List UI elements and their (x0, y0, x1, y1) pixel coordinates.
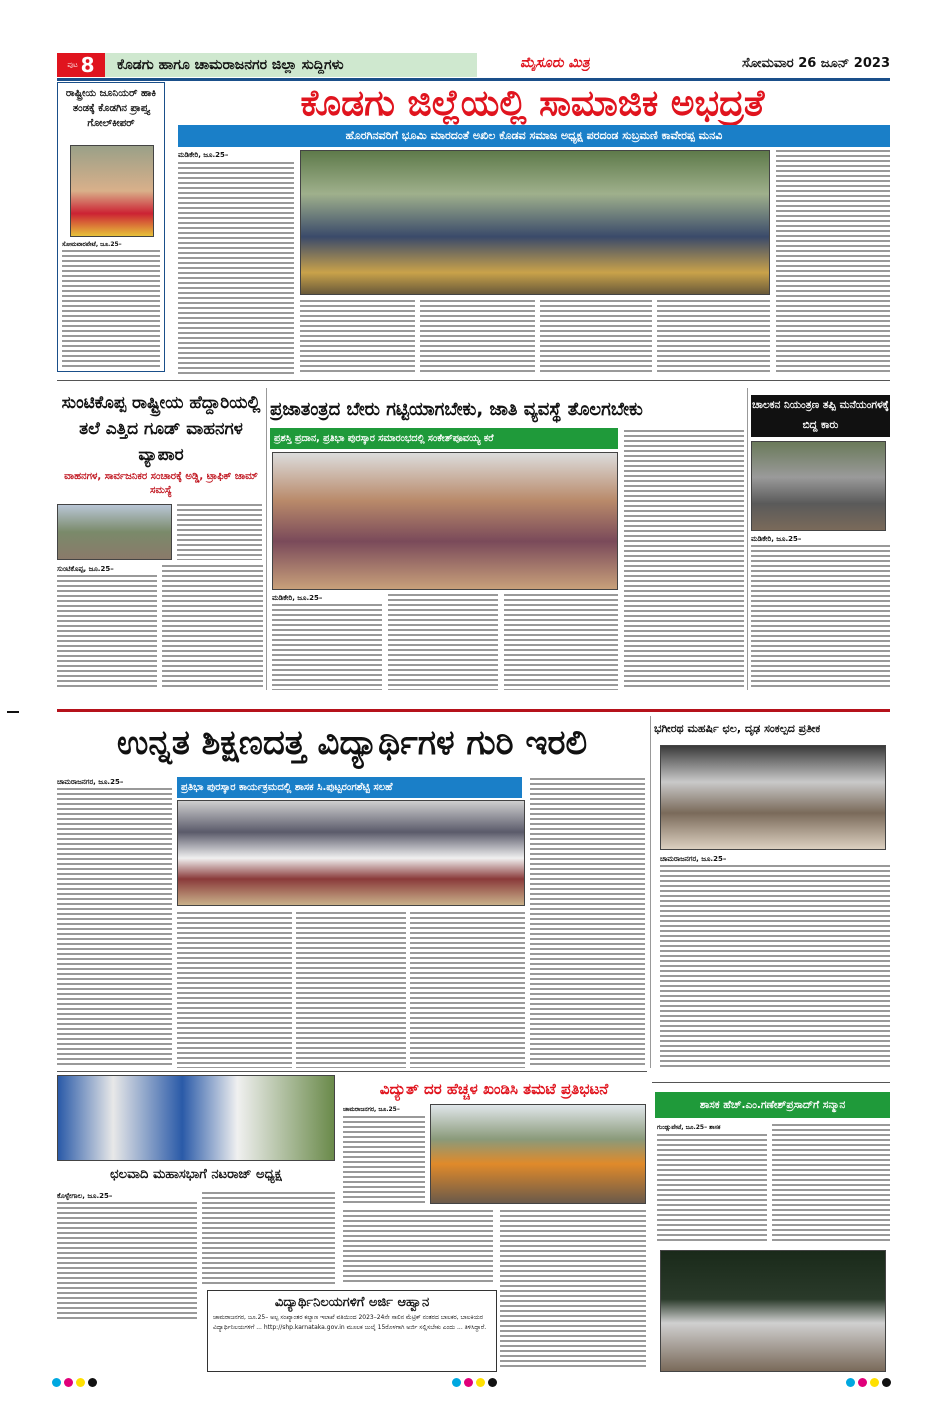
margin-mark (7, 711, 19, 713)
democracy-body-col4 (624, 430, 744, 690)
chalavadi-headline: ಛಲವಾದಿ ಮಹಾಸಭಾಗೆ ನಟರಾಜ್ ಅಧ್ಯಕ್ಷ (110, 1167, 282, 1182)
bhagiratha-jayanti-photo (660, 745, 886, 850)
registration-dot-black (882, 1378, 891, 1387)
chalavadi-group-photo (57, 1075, 335, 1161)
highway-subhead: ವಾಹನಗಳ, ಸಾರ್ವಜನಿಕರ ಸಂಚಾರಕ್ಕೆ ಅಡ್ಡಿ, ಟ್ರಾಫಿಕ್ ಜಾಮ್ ಸಮಸ್ಯೆ (60, 470, 262, 498)
democracy-subhead: ಪ್ರಶಸ್ತಿ ಪ್ರದಾನ, ಪ್ರತಿಭಾ ಪುರಸ್ಕಾರ ಸಮಾರಂಭದಲ್ಲಿ ಸಂಕೇತ್‌ಪೂವಯ್ಯ ಕರೆ (270, 428, 618, 449)
highway-dateline: ಸುಂಟಿಕೊಪ್ಪ, ಜೂ.25– (57, 565, 114, 573)
registration-dot-cyan (52, 1378, 61, 1387)
lead-dateline: ಮಡಿಕೇರಿ, ಜೂ.25– (178, 151, 229, 159)
lead-body-col4 (540, 300, 652, 374)
democracy-awardees-photo (272, 452, 618, 590)
rule (57, 1071, 647, 1072)
rule (652, 1082, 890, 1083)
electricity-headline: ವಿದ್ಯುತ್ ದರ ಹೆಚ್ಚಳ ಖಂಡಿಸಿ ತಮಟೆ ಪ್ರತಿಭಟನೆ (379, 1080, 609, 1098)
header-rule (57, 78, 890, 81)
car-body (751, 545, 890, 690)
hostel-headline: ವಿದ್ಯಾರ್ಥಿನಿಲಯಗಳಿಗೆ ಅರ್ಜಿ ಆಹ್ವಾನ (274, 1295, 430, 1310)
registration-dot-cyan (846, 1378, 855, 1387)
bhagiratha-dateline: ಚಾಮರಾಜನಗರ, ಜೂ.25– (660, 855, 727, 863)
lead-group-photo (300, 150, 770, 295)
hostel-body: ಚಾಮರಾಜನಗರ, ಜೂ.25– ಅಲ್ಪ ಸಂಖ್ಯಾಂತರ ಕಲ್ಯಾಣ ಇಲಾಖೆ ವತಿಯಿಂದ 2023–24ನೇ ಸಾಲಿನ ಮೆಟ್ರಿಕ್ ನಂತರದ ಬಾಲಕರ, ಬಾಲಕಿಯರ ವಿದ್ಯಾರ್ಥಿನಿಲಯಗಳಿಗೆ ... http://shp.karnataka.gov.in ಮೂಲಕ ಜುಲೈ 15ರೊಳಗಾಗಿ ಅರ್ಜಿ ಸಲ್ಲಿಸಬೇಕು ಎಂದು ... ತಿಳಿಸಿದ್ದಾರೆ. (213, 1314, 487, 1331)
registration-dot-black (488, 1378, 497, 1387)
lead-body-col1 (178, 162, 294, 374)
section-title: ಕೊಡಗು ಹಾಗೂ ಚಾಮರಾಜನಗರ ಜಿಲ್ಲಾ ಸುದ್ದಿಗಳು (105, 53, 477, 77)
chalavadi-body-col1 (57, 1202, 197, 1322)
column-divider (650, 716, 651, 1068)
bhagiratha-body (660, 865, 890, 1070)
education-body-col5 (530, 778, 645, 1068)
chalavadi-dateline: ಕೊಳ್ಳೇಗಾಲ, ಜೂ.25– (57, 1192, 113, 1200)
column-divider (747, 388, 748, 690)
protest-photo (430, 1104, 646, 1204)
page-prefix: ಪುಟ (67, 60, 78, 69)
highway-headline: ಸುಂಟಿಕೊಪ್ಪ ರಾಷ್ಟ್ರೀಯ ಹೆದ್ದಾರಿಯಲ್ಲಿ ತಲೆ ಎತ್ತಿದ ಗೂಡ್ ವಾಹನಗಳ ವ್ಯಾಪಾರ (61, 393, 261, 465)
democracy-body-col3 (504, 594, 618, 690)
car-dateline: ಮಡಿಕೇರಿ, ಜೂ.25– (751, 535, 802, 543)
lead-headline: ಕೊಡಗು ಜಿಲ್ಲೆಯಲ್ಲಿ ಸಾಮಾಜಿಕ ಅಭದ್ರತೆ (300, 83, 765, 124)
registration-dot-black (88, 1378, 97, 1387)
hockey-player-photo (70, 145, 154, 237)
masthead-logo: ಮೈಸೂರು ಮಿತ್ರ (520, 55, 590, 71)
registration-dot-magenta (464, 1378, 473, 1387)
ganeshprasad-body-col2 (772, 1124, 890, 1244)
issue-date: ಸೋಮವಾರ 26 ಜೂನ್ 2023 (742, 56, 890, 71)
lead-subhead: ಹೊರಗಿನವರಿಗೆ ಭೂಮಿ ಮಾರದಂತೆ ಅಖಿಲ ಕೊಡವ ಸಮಾಜ ಅಧ್ಯಕ್ಷ ಪರದಂಡ ಸುಬ್ರಮಣಿ ಕಾವೇರಪ್ಪ ಮನವಿ (178, 125, 890, 147)
chalavadi-body-col2 (202, 1192, 335, 1287)
hostel-notice-box (207, 1290, 497, 1372)
electricity-body-col1 (343, 1116, 425, 1206)
highway-caption (177, 504, 262, 560)
lead-body-col2 (300, 300, 415, 374)
registration-dot-yellow (76, 1378, 85, 1387)
education-body-col3 (296, 912, 406, 1068)
education-body-col4 (410, 912, 525, 1068)
registration-dot-magenta (858, 1378, 867, 1387)
electricity-body-col3 (500, 1210, 646, 1370)
section-separator (57, 709, 890, 712)
lamp-lighting-photo (177, 800, 525, 906)
democracy-body-col1 (272, 604, 382, 690)
ganeshprasad-body-col1 (657, 1134, 767, 1244)
highway-shops-photo (57, 504, 172, 560)
democracy-dateline: ಮಡಿಕೇರಿ, ಜೂ.25– (272, 594, 323, 602)
registration-dot-yellow (476, 1378, 485, 1387)
rule (57, 380, 890, 381)
hockey-body-text (62, 250, 160, 368)
education-subhead: ಪ್ರತಿಭಾ ಪುರಸ್ಕಾರ ಕಾರ್ಯಕ್ರಮದಲ್ಲಿ ಶಾಸಕ ಸಿ.ಪುಟ್ಟರಂಗಶೆಟ್ಟಿ ಸಲಹೆ (177, 777, 522, 798)
page-number-box (57, 53, 105, 77)
education-body-col1 (57, 788, 172, 1068)
hockey-dateline: ಸೋಮವಾರಪೇಟೆ, ಜೂ.25– (62, 241, 122, 248)
ganeshprasad-dateline: ಗುಂಡ್ಲುಪೇಟೆ, ಜೂ.25– ಶಾಸಕ (657, 1124, 721, 1131)
democracy-body-col2 (388, 594, 498, 690)
car-headline: ಚಾಲಕನ ನಿಯಂತ್ರಣ ತಪ್ಪಿ ಮನೆಯಂಗಳಕ್ಕೆ ಬಿದ್ದ ಕಾರು (751, 395, 890, 437)
lead-body-right (776, 150, 890, 374)
registration-dot-yellow (870, 1378, 879, 1387)
hockey-story (57, 82, 165, 372)
overturned-car-photo (751, 441, 886, 531)
hockey-headline: ರಾಷ್ಟ್ರೀಯ ಜೂನಿಯರ್ ಹಾಕಿ ತಂಡಕ್ಕೆ ಕೊಡಗಿನ ಪ್ರಾಪ್ತ್ಯ ಗೋಲ್‌ಕೀಪರ್ (65, 88, 157, 129)
lead-body-col5 (657, 300, 770, 374)
lead-body-col3 (420, 300, 535, 374)
ganeshprasad-headline: ಶಾಸಕ ಹೆಚ್.ಎಂ.ಗಣೇಶ್‌ಪ್ರಸಾದ್‌ಗೆ ಸನ್ಮಾನ (655, 1092, 890, 1118)
bhagiratha-headline: ಭಗೀರಥ ಮಹರ್ಷಿ ಛಲ, ದೃಢ ಸಂಕಲ್ಪದ ಪ್ರತೀಕ (654, 722, 821, 735)
highway-body-col1 (57, 575, 157, 690)
education-dateline: ಚಾಮರಾಜನಗರ, ಜೂ.25– (57, 778, 124, 786)
electricity-body-col2 (343, 1210, 493, 1285)
education-body-col2 (177, 912, 292, 1068)
education-headline: ಉನ್ನತ ಶಿಕ್ಷಣದತ್ತ ವಿದ್ಯಾರ್ಥಿಗಳ ಗುರಿ ಇರಲಿ (116, 723, 588, 763)
registration-dot-magenta (64, 1378, 73, 1387)
electricity-dateline: ಚಾಮರಾಜನಗರ, ಜೂ.25– (343, 1106, 400, 1113)
democracy-headline: ಪ್ರಜಾತಂತ್ರದ ಬೇರು ಗಟ್ಟಿಯಾಗಬೇಕು, ಜಾತಿ ವ್ಯವಸ್ಥೆ ತೊಲಗಬೇಕು (270, 399, 643, 420)
column-divider (266, 388, 267, 690)
highway-body-col2 (162, 565, 263, 690)
felicitation-photo (660, 1250, 886, 1372)
registration-dot-cyan (452, 1378, 461, 1387)
page-number: 8 (80, 53, 95, 77)
